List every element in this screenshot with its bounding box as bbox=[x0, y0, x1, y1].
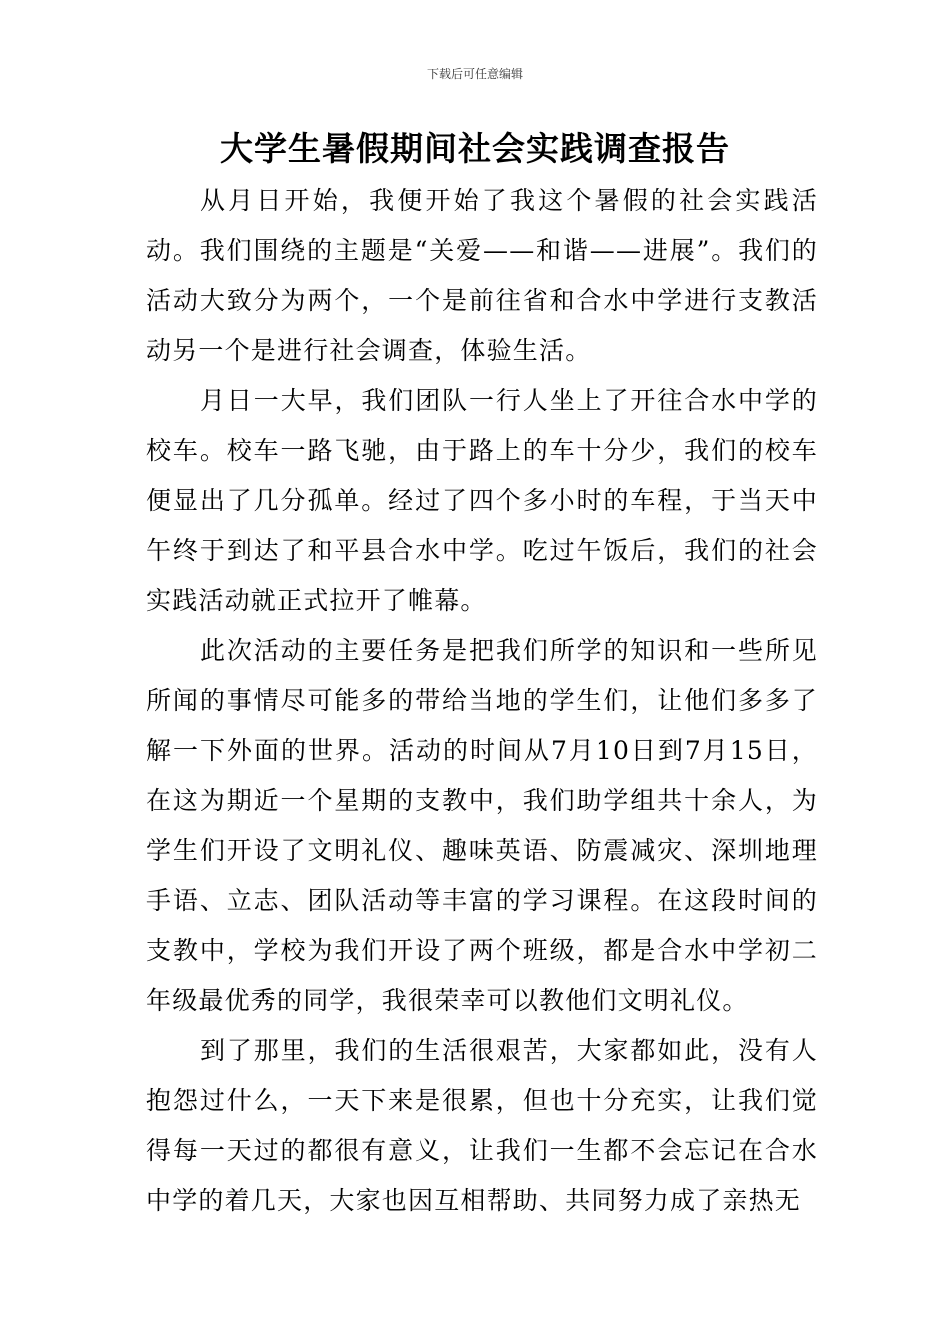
paragraph-2: 月日一大早，我们团队一行人坐上了开往合水中学的校车。校车一路飞驰，由于路上的车十分少，我们的校车便显出了几分孤单。经过了四个多小时的车程，于当天中午终于到达了和平县合水中学。吃过午饭后，我们的社会实践活动就正式拉开了帷幕。 bbox=[146, 386, 818, 615]
paragraph-4: 到了那里，我们的生活很艰苦，大家都如此，没有人抱怨过什么，一天下来是很累，但也十分充实，让我们觉得每一天过的都很有意义，让我们一生都不会忘记在合水中学的着几天，大家也因互相帮助、共同努力成了亲热无 bbox=[146, 1036, 818, 1215]
page-header: 下载后可任意编辑 bbox=[426, 67, 523, 81]
document-title: 大学生暑假期间社会实践调查报告 bbox=[220, 129, 730, 168]
paragraph-1: 从月日开始，我便开始了我这个暑假的社会实践活动。我们围绕的主题是“关爱——和谐——进展”。我们的活动大致分为两个，一个是前往省和合水中学进行支教活动另一个是进行社会调查，体验生活。 bbox=[146, 186, 818, 365]
document-body bbox=[146, 176, 818, 1226]
paragraph-3: 此次活动的主要任务是把我们所学的知识和一些所见所闻的事情尽可能多的带给当地的学生们，让他们多多了解一下外面的世界。活动的时间从7月10日到7月15日，在这为期近一个星期的支教中，我们助学组共十余人，为学生们开设了文明礼仪、趣味英语、防震减灾、深圳地理手语、立志、团队活动等丰富的学习课程。在这段时间的支教中，学校为我们开设了两个班级，都是合水中学初二年级最优秀的同学，我很荣幸可以教他们文明礼仪。 bbox=[146, 636, 818, 1015]
